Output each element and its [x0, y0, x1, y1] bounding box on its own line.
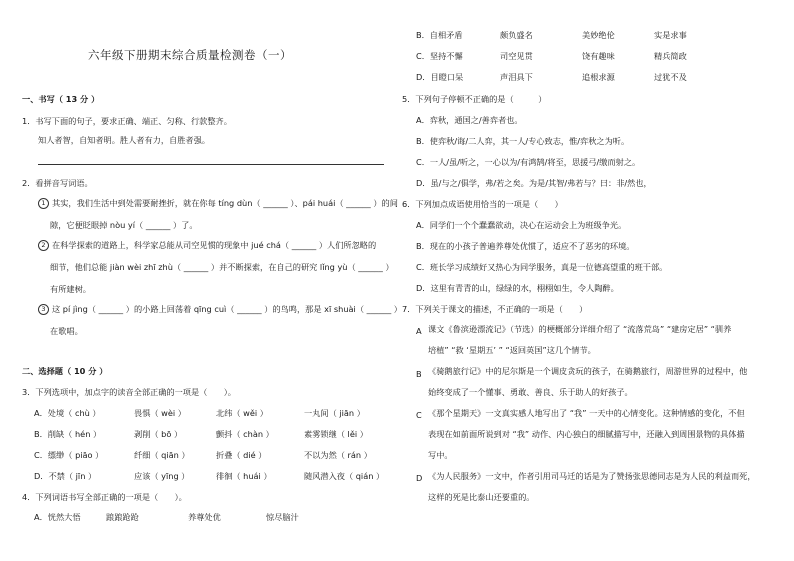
q6-option-c: C．班长学习成绩好又热心为同学服务，真是一位德高望重的班干部。: [416, 262, 668, 272]
q6-option-b: B．现在的小孩子普遍养尊处优惯了，适应不了恶劣的环境。: [416, 241, 635, 251]
question-5: 5．下列句子停顿不正确的是（ ）: [402, 94, 547, 104]
q4-a-2: 踉踉跄跄: [106, 512, 139, 522]
q4-c-1: C．坚持不懈: [416, 51, 463, 61]
q7-option-a-line-2: 培植” “救 ‘星期五’ ” “返回英国”这几个情节。: [428, 345, 596, 355]
q6-option-a: A．同学们一个个蠢蠢欲动，决心在运动会上为班级争光。: [416, 220, 627, 230]
q4-c-4: 精兵简政: [654, 51, 687, 61]
q3-a-3: 北纬（ wěi ）: [216, 408, 268, 418]
q7-option-c-line-3: 写中。: [428, 450, 453, 460]
q3-d-3: 徘徊（ huái ）: [216, 471, 272, 481]
q3-a-1: A．处境（ chù ）: [34, 408, 101, 418]
q3-option-c: [34, 450, 372, 461]
q3-c-2: 纤细（ qiān ）: [134, 450, 190, 460]
circled-number-3: 3: [38, 304, 49, 315]
q2-3-line-a: 这 pí jìng（ ______ ）的小路上回荡着 qīng cuì（ ______ ）的鸟鸣，那是 xī shuài（ ______ ）: [52, 304, 402, 314]
q5-option-c: C．一人/虽/听之，一心以为/有鸿鹄/将至，思援弓/缴而射之。: [416, 157, 641, 167]
q7-option-b-line-1: 《骑鹅旅行记》中的尼尔斯是一个调皮贪玩的孩子，在骑鹅旅行，周游世界的过程中，他: [428, 366, 748, 376]
q5-option-b: B．使弈秋/诲/二人弈，其一人/专心致志，惟/弈秋之为听。: [416, 136, 630, 146]
q7-option-a-line-1: 课文《鲁滨逊漂流记》（节选）的梗概部分详细介绍了 “流落荒岛” “建房定居” “驯养: [428, 324, 732, 334]
q3-b-4: 素雾锁继（ lěi ）: [304, 429, 368, 439]
q7-option-c-line-2: 表现在如前面所说到对 “我” 动作、内心独白的细腻描写中，还融入到周围景物的具体描: [428, 429, 745, 439]
q2-2-line-b: 细节，他们总能 jiàn wèi zhī zhù（ ______ ）并不断探索，在自己的研究 lǐng yù（ ______ ）: [50, 262, 394, 272]
q4-a-3: 养尊处优: [188, 512, 221, 522]
q3-c-3: 折叠（ dié ）: [216, 450, 267, 460]
q4-option-c: [416, 51, 687, 62]
q7-option-c-line-1: 《那个星期天》一文真实感人地写出了 “我” 一天中的心情变化。这种情感的变化，不但: [428, 408, 745, 418]
q7-option-d-line-1: 《为人民服务》一文中，作者引用司马迁的话是为了赞扬张思德同志是为人民的利益而死，: [428, 471, 756, 481]
writing-line: [38, 164, 384, 165]
q3-option-a: [34, 408, 365, 419]
q2-1-line-a: 其实，我们生活中到处需要耐挫折，就在你每 tíng dùn（ ______ ）、pái huái（ ______ ）的间: [52, 198, 398, 208]
q4-a-4: 惊尽脑汁: [266, 512, 299, 522]
q3-a-2: 畏惧（ wèi ）: [134, 408, 186, 418]
circled-number-2: 2: [38, 240, 49, 251]
q4-d-1: D．目瞪口呆: [416, 72, 464, 82]
q3-a-4: 一丸间（ jiān ）: [304, 408, 365, 418]
question-2: 2．看拼音写词语。: [22, 178, 93, 188]
q4-c-2: 司空见贯: [500, 51, 533, 61]
q7-letter-c: C: [416, 410, 422, 420]
q4-b-3: 美妙绝伦: [582, 30, 615, 40]
q4-d-2: 声泪具下: [500, 72, 533, 82]
q3-d-1: D．不禁（ jīn ）: [34, 471, 97, 481]
q4-b-2: 颇负盛名: [500, 30, 533, 40]
page-title: 六年级下册期末综合质量检测卷（一）: [88, 48, 292, 62]
section-heading-choice: 二、选择题（ 10 分 ）: [22, 366, 108, 376]
q7-letter-a: A: [416, 326, 422, 336]
q3-option-d: [34, 471, 384, 482]
q4-option-a: [34, 512, 299, 523]
circled-number-1: 1: [38, 198, 49, 209]
q7-option-d-line-2: 这样的死是比泰山还要重的。: [428, 492, 535, 502]
q6-option-d: D．这里有青青的山，绿绿的水，栩栩如生，令人陶醉。: [416, 283, 619, 293]
q4-option-b: [416, 30, 687, 41]
question-6: 6．下列加点成语使用恰当的一项是（ ）: [402, 199, 563, 209]
question-2-item-2: [38, 240, 376, 251]
question-1: 1．书写下面的句子，要求正确、端正、匀称、行款整齐。: [22, 116, 232, 126]
q7-letter-b: B: [416, 369, 422, 379]
q5-option-d: D．虽/与之/俱学，弗/若之矣。为是/其智/弗若与？曰：非/然也，: [416, 178, 652, 188]
q3-b-1: B．削缺（ hén ）: [34, 429, 102, 439]
q5-option-a: A．弈秋，通国之/善弈者也。: [416, 115, 523, 125]
question-1-text: 知人者智，自知者明。胜人者有力，自胜者强。: [38, 135, 210, 145]
q4-c-3: 饶有趣味: [582, 51, 615, 61]
question-3: 3．下列选项中，加点字的读音全部正确的一项是（ ）。: [22, 387, 236, 397]
q4-option-d: [416, 72, 687, 83]
section-heading-writing: 一、书写（ 13 分 ）: [22, 94, 100, 104]
q3-b-2: 剥削（ bō ）: [134, 429, 183, 439]
q4-b-1: B．自相矛盾: [416, 30, 463, 40]
q4-d-4: 过犹不及: [654, 72, 687, 82]
question-2-item-1: [38, 198, 398, 209]
q2-2-line-c: 有所建树。: [50, 284, 91, 294]
q3-c-1: C．缥缈（ piāo ）: [34, 450, 104, 460]
q2-1-line-b: 隙，它便眨眼掉 nòu yí（ ______ ）了。: [50, 220, 198, 230]
q3-option-b: [34, 429, 368, 440]
q2-2-line-a: 在科学探索的道路上，科学家总能从司空见惯的现象中 jué chá（ ______ ）人们所忽略的: [52, 240, 377, 250]
q2-3-line-b: 在歌唱。: [50, 326, 83, 336]
q3-d-4: 随风潜入夜（ qián ）: [304, 471, 385, 481]
question-7: 7．下列关于课文的描述，不正确的一项是（ ）: [402, 304, 588, 314]
q3-d-2: 应该（ yīng ）: [134, 471, 190, 481]
q7-option-b-line-2: 始终变成了一个懂事、勇敢、善良、乐于助人的好孩子。: [428, 387, 633, 397]
q4-d-3: 追根求源: [582, 72, 615, 82]
q3-b-3: 颤抖（ chàn ）: [216, 429, 274, 439]
question-2-item-3: [38, 304, 402, 315]
q7-letter-d: D: [416, 473, 423, 483]
q4-b-4: 实是求事: [654, 30, 687, 40]
question-4: 4．下列词语书写全部正确的一项是（ ）。: [22, 492, 187, 502]
q4-a-1: A．恍然大悟: [34, 512, 81, 522]
q3-c-4: 不以为然（ rán ）: [304, 450, 372, 460]
